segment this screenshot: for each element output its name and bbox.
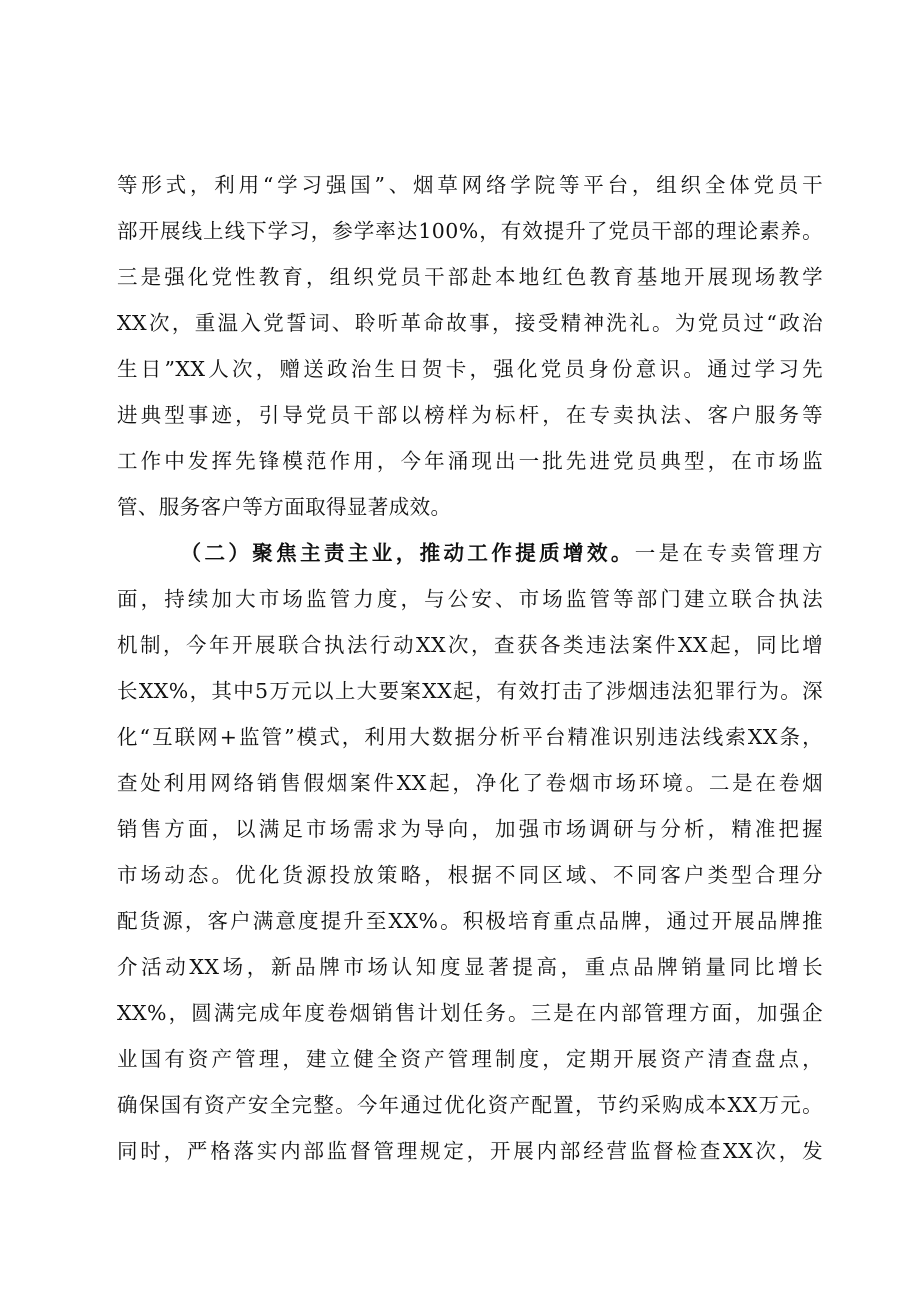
line-text: XX次，重温入党誓词、聆听革命故事，接受精神洗礼。为党员过“政治 bbox=[117, 311, 823, 335]
text-line bbox=[117, 668, 823, 714]
text-line bbox=[117, 990, 823, 1036]
text-line bbox=[117, 852, 823, 898]
text-line bbox=[117, 760, 823, 806]
line-text: 同时，严格落实内部监督管理规定，开展内部经营监督检查XX次，发 bbox=[117, 1139, 823, 1163]
line-text: 介活动XX场，新品牌市场认知度显著提高，重点品牌销量同比增长 bbox=[117, 955, 823, 979]
text-line bbox=[117, 944, 823, 990]
line-text: 一是在专卖管理方 bbox=[634, 541, 823, 565]
line-text: 生日”XX人次，赠送政治生日贺卡，强化党员身份意识。通过学习先 bbox=[117, 357, 823, 381]
text-line bbox=[117, 346, 823, 392]
text-line bbox=[117, 438, 823, 484]
body-text bbox=[117, 162, 823, 1174]
line-text: XX%，圆满完成年度卷烟销售计划任务。三是在内部管理方面，加强企 bbox=[117, 1001, 823, 1025]
line-text: 机制，今年开展联合执法行动XX次，查获各类违法案件XX起，同比增 bbox=[117, 633, 823, 657]
line-text: 管、服务客户等方面取得显著成效。 bbox=[117, 495, 452, 519]
line-text: 业国有资产管理，建立健全资产管理制度，定期开展资产清查盘点， bbox=[117, 1047, 823, 1071]
line-text: 确保国有资产安全完整。今年通过优化资产配置，节约采购成本XX万元。 bbox=[117, 1093, 823, 1117]
text-line bbox=[117, 254, 823, 300]
text-line bbox=[117, 484, 823, 530]
line-text: 进典型事迹，引导党员干部以榜样为标杆，在专卖执法、客户服务等 bbox=[117, 403, 823, 427]
text-line bbox=[117, 806, 823, 852]
text-line bbox=[117, 300, 823, 346]
line-text: 长XX%，其中5万元以上大要案XX起，有效打击了涉烟违法犯罪行为。深 bbox=[117, 679, 823, 703]
text-line bbox=[117, 898, 823, 944]
line-text: 查处利用网络销售假烟案件XX起，净化了卷烟市场环境。二是在卷烟 bbox=[117, 771, 823, 795]
text-line bbox=[117, 530, 823, 576]
text-line bbox=[117, 622, 823, 668]
line-text: 三是强化党性教育，组织党员干部赴本地红色教育基地开展现场教学 bbox=[117, 265, 823, 289]
line-text: 部开展线上线下学习，参学率达100%，有效提升了党员干部的理论素养。 bbox=[117, 219, 823, 243]
line-text: 等形式，利用“学习强国”、烟草网络学院等平台，组织全体党员干 bbox=[117, 173, 823, 197]
text-line bbox=[117, 1036, 823, 1082]
line-text: 销售方面，以满足市场需求为导向，加强市场调研与分析，精准把握 bbox=[117, 817, 823, 841]
text-line bbox=[117, 162, 823, 208]
text-line bbox=[117, 714, 823, 760]
text-line bbox=[117, 576, 823, 622]
line-text: 工作中发挥先锋模范作用，今年涌现出一批先进党员典型，在市场监 bbox=[117, 449, 823, 473]
section-heading: （二）聚焦主责主业，推动工作提质增效。 bbox=[180, 541, 635, 565]
line-text: 配货源，客户满意度提升至XX%。积极培育重点品牌，通过开展品牌推 bbox=[117, 909, 823, 933]
line-text: 面，持续加大市场监管力度，与公安、市场监管等部门建立联合执法 bbox=[117, 587, 823, 611]
line-text: 化“互联网+监管”模式，利用大数据分析平台精准识别违法线索XX条， bbox=[117, 725, 823, 749]
text-line bbox=[117, 208, 823, 254]
text-line bbox=[117, 392, 823, 438]
text-line bbox=[117, 1082, 823, 1128]
text-line bbox=[117, 1128, 823, 1174]
line-text: 市场动态。优化货源投放策略，根据不同区域、不同客户类型合理分 bbox=[117, 863, 823, 887]
